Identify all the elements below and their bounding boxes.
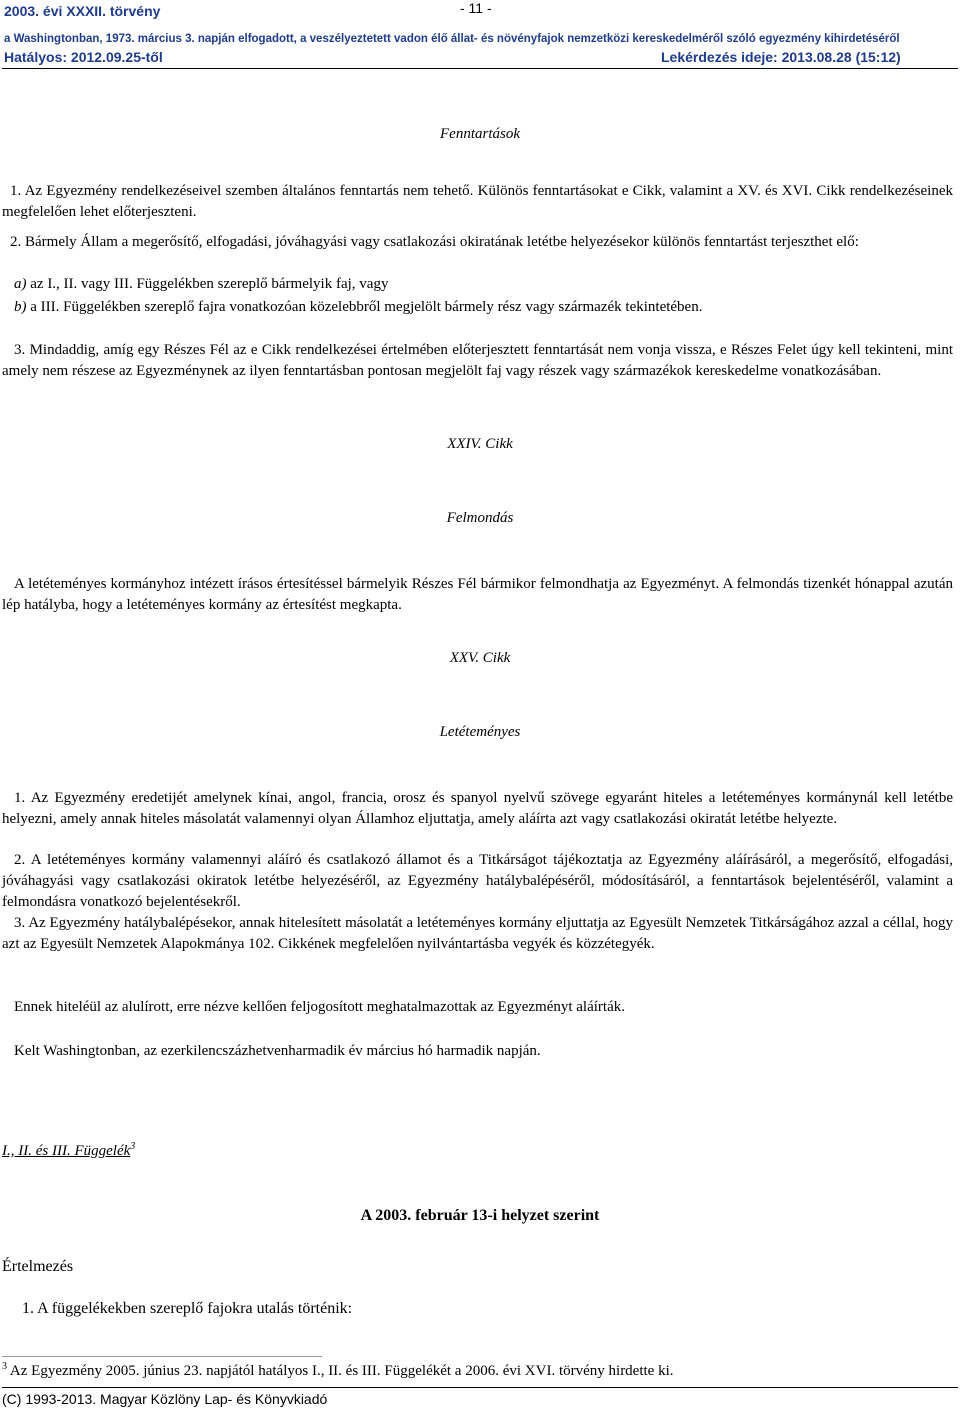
witness-statement: Ennek hiteléül az alulírott, erre nézve kellően feljogosított meghatalmazottak az Egyezményt aláírták. bbox=[14, 999, 625, 1015]
document-title: 2003. évi XXXII. törvény bbox=[4, 3, 161, 19]
footnote-reference[interactable]: 3 bbox=[130, 1141, 136, 1152]
item-a-text: az I., II. vagy III. Függelékben szereplő bármelyik faj, vagy bbox=[26, 276, 389, 292]
section-title-depositary: Letéteményes bbox=[439, 724, 521, 740]
interpretation-heading: Értelmezés bbox=[2, 1258, 74, 1275]
reservation-paragraph-3: 3. Mindaddig, amíg egy Részes Fél az e Cikk rendelkezései értelmében előterjesztett fenntartását nem vonja vissza, e Részes Felet úgy kell tekinteni, mint amely nem részese az Egyezménynek az ilyen fenntartásban pontosan megjelölt faj vagy részek vagy származékok kereskedelme vonatkozásában. bbox=[2, 342, 953, 379]
footnote-text: Az Egyezmény 2005. június 23. napjától hatályos I., II. és III. Függelékét a 2006. évi XVI. törvény hirdette ki. bbox=[7, 1363, 674, 1379]
query-time: Lekérdezés ideje: 2013.08.28 (15:12) bbox=[661, 49, 901, 65]
depositary-paragraph-3: 3. Az Egyezmény hatálybalépésekor, annak hitelesített másolatát a letéteményes kormány eljuttatja az Egyesült Nemzetek Titkárságához azzal a céllal, hogy azt az Egyesült Nemzetek Alapokmánya 102. Cikkének megfelelően nyilvántartásba vegyék és közzétegyék. bbox=[2, 915, 953, 952]
status-heading: A 2003. február 13-i helyzet szerint bbox=[360, 1207, 600, 1224]
article-25-heading: XXV. Cikk bbox=[449, 650, 511, 666]
effective-date: Hatályos: 2012.09.25-től bbox=[4, 49, 163, 65]
item-a-label: a) bbox=[14, 276, 27, 292]
depositary-paragraph-2: 2. A letéteményes kormány valamennyi aláíró és csatlakozó államot és a Titkárságot tájékoztatja az Egyezmény aláírásáról, a megerősítő, elfogadási, jóváhagyási vagy csatlakozási okiratok letétbe helyezéséről, az Egyezmény hatálybalépéséről, módosításáról, a fenntartások bejelentéséről, valamint a felmondásra vonatkozó bejelentésekről. bbox=[2, 852, 953, 910]
depositary-paragraph-1: 1. Az Egyezmény eredetijét amelynek kínai, angol, francia, orosz és spanyol nyelvű szövege egyaránt hiteles a letéteményes kormánynál kell letétbe helyezni, amely annak hiteles másolatát valamennyi olyan Államhoz eljuttatja, amely aláírta azt vagy csatlakozási okiratát letétbe helyezte. bbox=[2, 790, 953, 827]
item-b-label: b) bbox=[14, 299, 27, 315]
page-number: - 11 - bbox=[460, 0, 492, 16]
footer-divider bbox=[2, 1387, 958, 1388]
interpretation-item-1: 1. A függelékekben szereplő fajokra utalás történik: bbox=[22, 1300, 353, 1317]
reservation-item-a bbox=[14, 276, 388, 293]
article-24-heading: XXIV. Cikk bbox=[447, 436, 513, 452]
item-b-text: a III. Függelékben szereplő fajra vonatkozóan közelebbről megjelölt bármely rész vagy származék tekintetében. bbox=[26, 299, 703, 315]
section-title-reservations: Fenntartások bbox=[440, 126, 520, 142]
reservation-item-b bbox=[2, 297, 953, 318]
footnote-number: 3 bbox=[2, 1361, 7, 1372]
done-at-statement: Kelt Washingtonban, az ezerkilencszázhetvenharmadik év március hó harmadik napján. bbox=[14, 1043, 541, 1059]
header-divider bbox=[2, 68, 958, 69]
appendix-title bbox=[2, 1141, 135, 1160]
denunciation-paragraph: A letéteményes kormányhoz intézett írásos értesítéssel bármelyik Részes Fél bármikor felmondhatja az Egyezményt. A felmondás tizenkét hónappal azután lép hatályba, hogy a letéteményes kormány az értesítést megkapta. bbox=[2, 576, 953, 613]
appendix-title-text: I., II. és III. Függelék bbox=[2, 1143, 131, 1159]
footnote bbox=[2, 1361, 674, 1380]
reservation-paragraph-2: 2. Bármely Állam a megerősítő, elfogadási, jóváhagyási vagy csatlakozási okiratának letétbe helyezésekor különös fenntartást terjeszthet elő: bbox=[10, 234, 859, 250]
footer-copyright: (C) 1993-2013. Magyar Közlöny Lap- és Könyvkiadó bbox=[2, 1391, 328, 1407]
section-title-denunciation: Felmondás bbox=[446, 510, 514, 526]
document-subtitle: a Washingtonban, 1973. március 3. napján elfogadott, a veszélyeztetett vadon élő állat- és növényfajok nemzetközi kereskedelméről szóló egyezmény kihirdetéséről bbox=[4, 33, 900, 45]
footnote-divider bbox=[2, 1356, 322, 1357]
reservation-paragraph-1: 1. Az Egyezmény rendelkezéseivel szemben általános fenntartás nem tehető. Különös fenntartásokat e Cikk, valamint a XV. és XVI. Cikk rendelkezéseinek megfelelően lehet előterjeszteni. bbox=[2, 183, 953, 220]
